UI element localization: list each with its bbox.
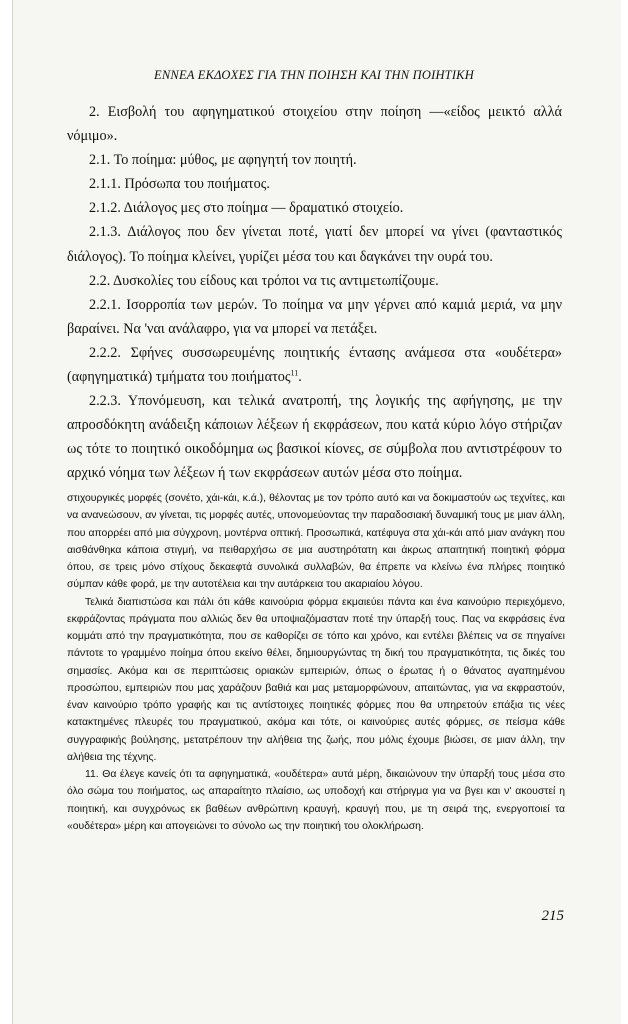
scan-margin [0,0,12,1024]
paragraph-2-2-1: 2.2.1. Ισορροπία των μερών. Το ποίημα να μην γέρνει από καμιά μεριά, να μην βαραίνει. Να 'ναι ανάλαφρο, για να μπορεί να πετάξει. [67,296,562,337]
page-number: 215 [541,908,564,924]
paragraph-2-2: 2.2. Δυσκολίες του είδους και τρόποι να τις αντιμετωπίζουμε. [89,272,439,289]
paragraph-2-2-2-text: 2.2.2. Σφήνες συσσωρευμένης ποιητικής έντασης ανάμεσα στα «ουδέτερα» (αφηγηματικά) τμήματα του ποιήματος [67,344,562,386]
paragraph-2-2-3: 2.2.3. Υπονόμευση, και τελικά ανατροπή, της λογικής της αφήγησης, με την απροσδόκητη ανάδειξη κάποιων λέξεων ή εκφράσεων, που κατά κύριο λόγο στήριζαν ως τότε το ποιητικό οικοδόμημα ως βασικοί κίονες, σε σύμβολα που αντιστρέφουν το αρχικό νόημα των λέξεων ή των εκφράσεων αυτών μέσα στο ποίημα. [67,393,562,482]
footnote-reference-period: . [298,369,302,386]
paragraph-2-2-2 [67,341,562,389]
footnote-11: 11. Θα έλεγε κανείς ότι τα αφηγηματικά, «ουδέτερα» αυτά μέρη, δικαιώνουν την ύπαρξή τους μέσα στο όλο σώμα του ποιήματος, ως απαραίτητο πλαίσιο, ως υποδοχή και στήριγμα για να βγει και ν' ακουστεί η ποιητική, και συγχρόνως εκ βαθέων ανθρώπινη κραυγή, κραυγή που, με τη σειρά της, ενεργοποιεί τα «ουδέτερα» μέρη και απογειώνει το σύνολο ως την ποιητική του ολοκλήρωση. [67,769,565,832]
running-title: ΕΝΝΕΑ ΕΚΔΟΧΕΣ ΓΙΑ ΤΗΝ ΠΟΙΗΣΗ ΚΑΙ ΤΗΝ ΠΟΙΗΤΙΚΗ [154,68,474,82]
footnotes [67,490,565,835]
paragraph-2-1: 2.1. Το ποίημα: μύθος, με αφηγητή τον ποιητή. [89,152,357,169]
footnote-paragraph: Τελικά διαπιστώσα και πάλι ότι κάθε καινούρια φόρμα εκμαιεύει πάντα και ένα καινούριο περιεχόμενο, εκφράζοντας πράγματα που αλλιώς δεν θα υποψιαζόμασταν ποτέ την ύπαρξή τους. Πας να εκφράσεις ένα κομμάτι από την πραγματικότητα, που σε καθορίζει σε τόπο και χρόνο, και εντέλει βλέπεις να σε πηγαίνει πάντοτε το γραμμένο ποίημα όπου εκείνο θέλει, δημιουργώντας τη δική του πραγματικότητα, τις δικές του σημασίες. Ακόμα και σε περιπτώσεις οριακών εμπειριών, όπως ο έρωτας ή ο θάνατος αγαπημένου προσώπου, εμπειριών που μας χαράζουν βαθιά και μας μεταμορφώνουν, απαιτώντας, για να εκφραστούν, έναν καινούριο τρόπο γραφής και τις αντίστοιχες ποιητικές φόρμες που θα υπηρετούν επάξια τις νέες κατακτημένες πλευρές του πραγματικού, ακόμα και τότε, οι καινούριες αυτές φόρμες, σε πείσμα κάθε συγγραφικής βούλησης, μετατρέπουν την αλήθεια της ζωής, που μόλις έχουμε βιώσει, σε μιαν άλλη, την αλήθεια της τέχνης. [67,596,565,763]
paragraph-2-1-1: 2.1.1. Πρόσωπα του ποιήματος. [89,176,270,193]
paragraph-2-1-3: 2.1.3. Διάλογος που δεν γίνεται ποτέ, γιατί δεν μπορεί να γίνει (φανταστικός διάλογος). Το ποίημα κλείνει, γυρίζει μέσα του και δαγκάνει την ουρά του. [67,224,562,265]
footnote-continuation: στιχουργικές μορφές (σονέτο, χάι-κάι, κ.ά.), θέλοντας με τον τρόπο αυτό και να δοκιμαστούν ως τεχνίτες, και να ανανεώσουν, αν γίνεται, τις μορφές αυτές, υπονομεύοντας την παραδοσιακή δυναμική τους με μιαν άλλη, που απορρέει από μια σύγχρονη, μοντέρνα οπτική. Προσωπικά, κατέφυγα στα χάι-κάι από μιαν ανάγκη που αισθάνθηκα κάποια στιγμή, να πειθαρχήσω σε μια αυστηρότατη και άκρως απαιτητική ποιητική φόρμα όπου, σε τρεις μόνο στίχους δεκαεφτά συνολικά συλλαβών, θα έπρεπε να κλείνω ένα πλήρες ποιητικό σύμπαν κάθε φορά, με την αυτοτέλεια και την αυτάρκεια του ακαριαίου λόγου. [67,493,565,591]
footnote-reference[interactable]: 11 [290,368,299,378]
paragraph-2-1-2: 2.1.2. Διάλογος μες στο ποίημα — δραματικό στοιχείο. [89,200,404,217]
main-text [67,100,562,486]
paragraph-2: 2. Εισβολή του αφηγηματικού στοιχείου στην ποίηση —«είδος μεικτό αλλά νόμιμο». [67,104,562,145]
